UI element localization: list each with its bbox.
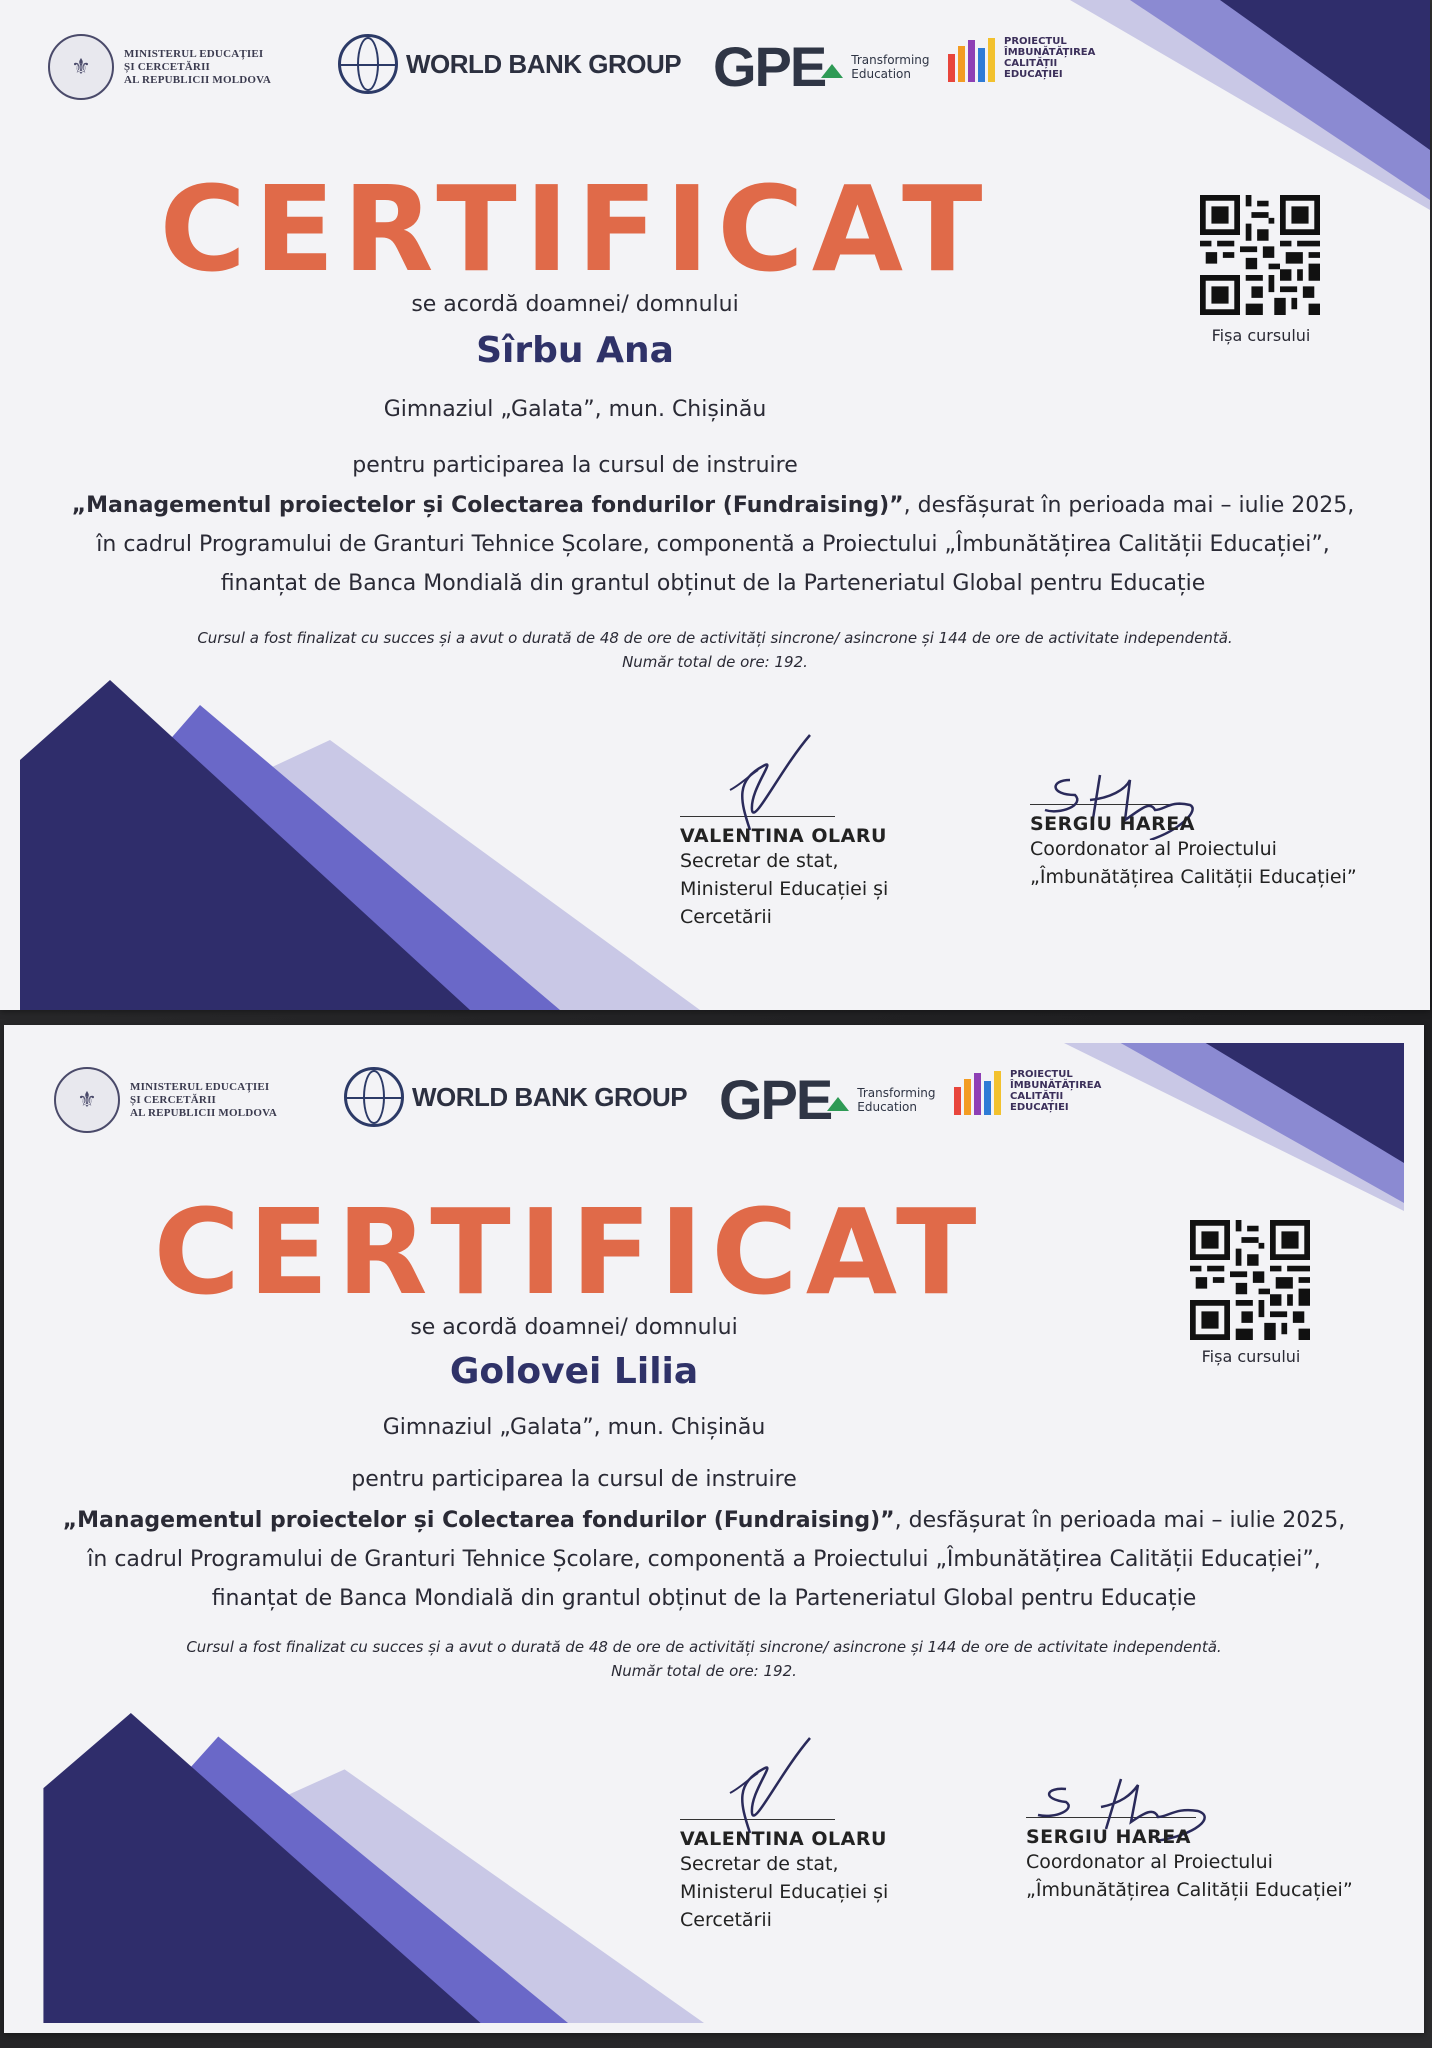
ministry-text-line: AL REPUBLICII MOLDOVA: [124, 73, 272, 86]
signature-block-2: [1030, 770, 1390, 891]
signer-role: Coordonator al Proiectului: [1026, 1851, 1273, 1873]
recipient-name: Sîrbu Ana: [476, 330, 674, 371]
note-line: Număr total de ore: 192.: [611, 1662, 797, 1680]
signer-role: Ministerul Educației și Cercetării: [680, 1881, 889, 1931]
up-arrow-icon: [827, 1097, 849, 1111]
certificate-1: [0, 0, 1430, 1010]
course-name: „Managementul proiectelor și Colectarea fondurilor (Fundraising)”: [71, 493, 904, 518]
project-text-line: PROIECTUL: [1010, 1069, 1073, 1080]
signer-role: „Îmbunătățirea Calității Educației”: [1026, 1879, 1353, 1901]
signer-role: Ministerul Educației și Cercetării: [680, 878, 889, 928]
qr-caption: Fișa cursului: [1201, 1347, 1301, 1366]
note-line: Număr total de ore: 192.: [622, 653, 808, 671]
corner-decoration-bottom-left: [24, 1713, 704, 2023]
bar-chart-icon: [954, 1067, 1004, 1115]
gpe-logo: [719, 1067, 947, 1132]
project-text-line: PROIECTUL: [1004, 36, 1067, 47]
handwritten-signature: [680, 1733, 830, 1843]
course-note: [0, 626, 1430, 674]
ministry-text-line: ȘI CERCETĂRII: [124, 60, 211, 73]
certificate-2: [4, 1025, 1424, 2033]
course-description: [4, 1501, 1414, 1618]
gpe-tagline: Education: [857, 1099, 918, 1114]
project-logo: [948, 34, 1114, 82]
signer-role: Coordonator al Proiectului: [1030, 838, 1277, 860]
gpe-tagline: Education: [851, 66, 912, 81]
gpe-mark: GPE: [713, 34, 843, 99]
recipient-name: Golovei Lilia: [449, 1351, 699, 1392]
funding-line: finanțat de Banca Mondială din grantul obținut de la Parteneriatul Global pentru Educație: [220, 571, 1206, 596]
project-text-line: ÎMBUNĂTĂȚIREA: [1010, 1080, 1102, 1091]
program-line: în cadrul Programului de Granturi Tehnice Școlare, componentă a Proiectului „Îmbunătățirea Calității Educației”,: [87, 1547, 1321, 1572]
world-bank-text: WORLD BANK GROUP: [406, 48, 682, 79]
note-line: Cursul a fost finalizat cu succes și a avut o durată de 48 de ore de activități sincrone/ asincrone și 144 de ore de activitate independentă.: [186, 1638, 1222, 1656]
project-logo: [954, 1067, 1120, 1115]
project-text-line: EDUCAȚIEI: [1010, 1102, 1069, 1113]
course-description: [0, 486, 1428, 603]
globe-icon: [338, 34, 398, 94]
project-text-line: CALITĂȚII: [1010, 1091, 1064, 1102]
globe-icon: [344, 1067, 404, 1127]
signer-name: VALENTINA OLARU: [680, 1828, 887, 1850]
project-text-line: CALITĂȚII: [1004, 58, 1058, 69]
school-name: Gimnaziul „Galata”, mun. Chișinău: [383, 397, 767, 422]
gpe-mark: GPE: [719, 1067, 849, 1132]
logo-header: [48, 24, 1128, 114]
course-intro: pentru participarea la cursul de instruire: [351, 1467, 797, 1492]
gpe-tagline: Transforming: [851, 52, 930, 67]
bar-chart-icon: [948, 34, 998, 82]
gpe-logo: [713, 34, 941, 99]
signature-block-1: [680, 730, 980, 931]
project-text-line: EDUCAȚIEI: [1004, 69, 1063, 80]
awarded-to-text: se acordă doamnei/ domnului: [411, 292, 739, 317]
up-arrow-icon: [821, 64, 843, 78]
world-bank-text: WORLD BANK GROUP: [412, 1081, 688, 1112]
coat-of-arms-icon: ⚜: [54, 1067, 120, 1133]
course-name: „Managementul proiectelor și Colectarea fondurilor (Fundraising)”: [62, 1508, 895, 1533]
world-bank-logo: [344, 1067, 687, 1127]
signer-name: SERGIU HAREA: [1030, 813, 1195, 835]
qr-caption: Fișa cursului: [1211, 326, 1311, 345]
course-note: [4, 1635, 1414, 1683]
funding-line: finanțat de Banca Mondială din grantul obținut de la Parteneriatul Global pentru Educație: [211, 1586, 1197, 1611]
signature-line: [680, 816, 835, 817]
awarded-to-text: se acordă doamnei/ domnului: [410, 1315, 738, 1340]
signer-role: Secretar de stat,: [680, 850, 839, 872]
note-line: Cursul a fost finalizat cu succes și a avut o durată de 48 de ore de activități sincrone/ asincrone și 144 de ore de activitate independentă.: [197, 629, 1233, 647]
gpe-tagline: Transforming: [857, 1085, 936, 1100]
signature-block-1: [680, 1733, 980, 1934]
signature-block-2: [1026, 1777, 1386, 1904]
course-period: , desfășurat în perioada mai – iulie 2025,: [894, 1508, 1346, 1533]
signature-line: [1026, 1817, 1196, 1818]
ministry-logo: [54, 1067, 300, 1133]
signer-role: Secretar de stat,: [680, 1853, 839, 1875]
certificate-title: CERTIFICAT: [153, 1183, 985, 1321]
signature-line: [1030, 804, 1190, 805]
ministry-text-line: MINISTERUL EDUCAȚIEI: [130, 1080, 270, 1093]
logo-header: [54, 1057, 1134, 1147]
project-text-line: ÎMBUNĂTĂȚIREA: [1004, 47, 1096, 58]
handwritten-signature: [680, 730, 830, 840]
school-name: Gimnaziul „Galata”, mun. Chișinău: [382, 1415, 766, 1440]
coat-of-arms-icon: ⚜: [48, 34, 114, 100]
corner-decoration-bottom-left: [0, 680, 700, 1010]
ministry-text-line: AL REPUBLICII MOLDOVA: [130, 1106, 278, 1119]
signer-name: VALENTINA OLARU: [680, 825, 887, 847]
course-intro: pentru participarea la cursul de instruire: [352, 453, 798, 478]
ministry-text-line: MINISTERUL EDUCAȚIEI: [124, 47, 264, 60]
signature-line: [680, 1819, 835, 1820]
ministry-text-line: ȘI CERCETĂRII: [130, 1093, 217, 1106]
course-period: , desfășurat în perioada mai – iulie 2025,: [903, 493, 1355, 518]
signer-role: „Îmbunătățirea Calității Educației”: [1030, 866, 1357, 888]
ministry-logo: [48, 34, 294, 100]
world-bank-logo: [338, 34, 681, 94]
program-line: în cadrul Programului de Granturi Tehnice Școlare, componentă a Proiectului „Îmbunătățirea Calității Educației”,: [96, 532, 1330, 557]
certificate-title: CERTIFICAT: [159, 160, 991, 298]
signer-name: SERGIU HAREA: [1026, 1826, 1191, 1848]
